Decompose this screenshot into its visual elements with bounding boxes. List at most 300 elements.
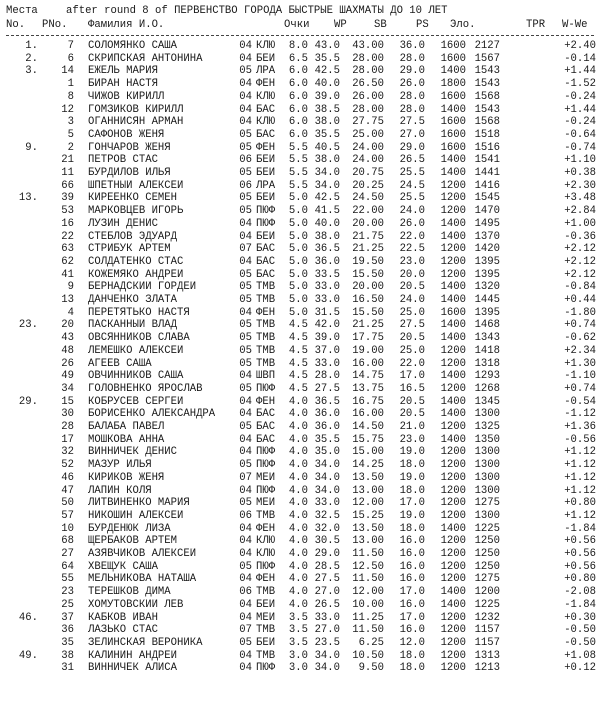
points-cell: 6.5 [288, 52, 308, 65]
w-we-cell: +0.80 [564, 497, 596, 510]
w-we-cell: -1.80 [564, 306, 596, 319]
wp-cell: 33.0 [314, 611, 340, 624]
table-row [0, 383, 600, 396]
ps-cell: 23.0 [399, 255, 425, 268]
ps-cell: 20.5 [399, 332, 425, 345]
club-cell: ПЮФ [256, 217, 276, 230]
sb-cell: 13.75 [352, 382, 384, 395]
player-number-cell: 7 [67, 40, 74, 52]
w-we-cell: +1.30 [564, 357, 596, 370]
birth-year-cell: 05 [239, 332, 252, 345]
club-cell: ПЮФ [256, 446, 276, 459]
points-cell: 4.0 [288, 548, 308, 560]
club-cell: КЛЮ [256, 116, 276, 129]
elo-cell: 1200 [440, 611, 466, 624]
points-cell: 4.0 [288, 509, 308, 522]
sb-cell: 24.00 [352, 141, 384, 154]
sb-cell: 16.00 [352, 408, 384, 421]
points-cell: 5.5 [288, 167, 308, 179]
tpr-cell: 1370 [474, 230, 500, 243]
player-number-cell: 6 [67, 52, 74, 65]
points-cell: 4.0 [288, 522, 308, 535]
wp-cell: 27.0 [314, 624, 340, 637]
tpr-cell: 1470 [474, 205, 500, 218]
w-we-cell: -0.84 [564, 281, 596, 294]
table-row [0, 192, 600, 205]
points-cell: 4.0 [288, 446, 308, 459]
points-cell: 6.0 [288, 90, 308, 103]
w-we-cell: -1.52 [564, 78, 596, 91]
table-row [0, 510, 600, 523]
place-cell: 2. [25, 52, 38, 65]
tpr-cell: 1320 [474, 281, 500, 294]
player-name-cell: ЛИТВИНЕНКО МАРИЯ [88, 497, 190, 510]
player-number-cell: 21 [61, 154, 74, 167]
player-number-cell: 13 [61, 294, 74, 306]
player-number-cell: 28 [61, 421, 74, 433]
birth-year-cell: 04 [239, 522, 252, 535]
sb-cell: 20.75 [352, 167, 384, 179]
w-we-cell: +1.12 [564, 509, 596, 522]
points-cell: 3.5 [288, 636, 308, 649]
ps-cell: 36.0 [399, 40, 425, 52]
w-we-cell: +0.30 [564, 611, 596, 624]
birth-year-cell: 07 [239, 624, 252, 637]
sb-cell: 20.00 [352, 217, 384, 230]
elo-cell: 1400 [440, 103, 466, 116]
wp-cell: 33.0 [314, 497, 340, 510]
player-name-cell: НИКОШИН АЛЕКСЕЙ [88, 509, 184, 522]
player-name-cell: ПАСКАННЫЙ ВЛАД [88, 319, 178, 332]
birth-year-cell: 05 [239, 382, 252, 395]
points-cell: 4.5 [288, 319, 308, 332]
tpr-cell: 1157 [474, 624, 500, 637]
elo-cell: 1600 [440, 116, 466, 129]
ps-cell: 16.5 [399, 382, 425, 395]
w-we-cell: -0.36 [564, 230, 596, 243]
wp-cell: 35.5 [314, 128, 340, 141]
table-row [0, 243, 600, 256]
table-row [0, 129, 600, 142]
w-we-cell: -0.64 [564, 128, 596, 141]
table-row [0, 256, 600, 269]
ps-cell: 12.0 [399, 636, 425, 649]
player-name-cell: МАРКОВЦЕВ ИГОРЬ [88, 205, 184, 218]
tpr-cell: 1275 [474, 573, 500, 586]
club-cell: МЕИ [256, 611, 276, 624]
w-we-cell: -2.08 [564, 586, 596, 599]
player-name-cell: КАБКОВ ИВАН [88, 611, 158, 624]
player-name-cell: ШПЕТНЫЙ АЛЕКСЕЙ [88, 179, 184, 192]
elo-cell: 1200 [440, 649, 466, 662]
w-we-cell: +2.84 [564, 205, 596, 218]
club-cell: БЕИ [256, 167, 276, 179]
sb-cell: 16.75 [352, 395, 384, 408]
ps-cell: 28.0 [399, 52, 425, 65]
club-cell: ФЕН [256, 141, 276, 154]
tpr-cell: 1518 [474, 128, 500, 141]
table-row [0, 535, 600, 548]
tpr-cell: 1268 [474, 382, 500, 395]
tpr-cell: 1418 [474, 344, 500, 357]
ps-cell: 21.0 [399, 421, 425, 433]
elo-cell: 1200 [440, 662, 466, 675]
player-name-cell: БУРДЕНЮК ЛИЗА [88, 522, 171, 535]
wp-cell: 34.0 [314, 471, 340, 484]
elo-cell: 1600 [440, 306, 466, 319]
table-row [0, 370, 600, 383]
table-row [0, 523, 600, 536]
club-cell: ШВП [256, 370, 276, 383]
place-cell: 46. [18, 611, 38, 624]
player-name-cell: БАЛАБА ПАВЕЛ [88, 421, 165, 433]
player-name-cell: МЕЛЬНИКОВА НАТАША [88, 573, 197, 586]
player-number-cell: 23 [61, 586, 74, 599]
player-name-cell: ДАНЧЕНКО ЗЛАТА [88, 294, 178, 306]
wp-cell: 29.0 [314, 548, 340, 560]
elo-cell: 1400 [440, 408, 466, 421]
player-name-cell: ЩЕРБАКОВ АРТЕМ [88, 535, 178, 548]
player-name-cell: ПЕРЕТЯТЬКО НАСТЯ [88, 306, 190, 319]
w-we-cell: +1.12 [564, 446, 596, 459]
ps-cell: 27.5 [399, 319, 425, 332]
player-number-cell: 2 [67, 141, 74, 154]
elo-cell: 1200 [440, 548, 466, 560]
ps-cell: 18.0 [399, 484, 425, 497]
club-cell: БАС [256, 103, 276, 116]
sb-cell: 6.25 [358, 636, 384, 649]
birth-year-cell: 05 [239, 65, 252, 78]
wp-cell: 34.0 [314, 484, 340, 497]
tpr-cell: 1541 [474, 154, 500, 167]
elo-cell: 1600 [440, 141, 466, 154]
player-number-cell: 32 [61, 446, 74, 459]
sb-cell: 14.50 [352, 421, 384, 433]
wp-cell: 32.5 [314, 509, 340, 522]
birth-year-cell: 05 [239, 560, 252, 573]
club-cell: ЛРА [256, 65, 276, 78]
col-pno: PNo. [42, 19, 68, 31]
table-row [0, 421, 600, 434]
club-cell: ПЮФ [256, 560, 276, 573]
table-row [0, 65, 600, 78]
birth-year-cell: 05 [239, 205, 252, 218]
w-we-cell: -0.24 [564, 90, 596, 103]
wp-cell: 34.0 [314, 167, 340, 179]
birth-year-cell: 04 [239, 649, 252, 662]
w-we-cell: -1.10 [564, 370, 596, 383]
sb-cell: 21.75 [352, 230, 384, 243]
ps-cell: 26.5 [399, 154, 425, 167]
birth-year-cell: 04 [239, 395, 252, 408]
w-we-cell: +1.36 [564, 421, 596, 433]
player-name-cell: АЗЯВЧИКОВ АЛЕКСЕЙ [88, 548, 197, 560]
player-number-cell: 27 [61, 548, 74, 560]
ps-cell: 29.0 [399, 65, 425, 78]
sb-cell: 11.50 [352, 573, 384, 586]
player-name-cell: БЕРНАДСКИЙ ГОРДЕЙ [88, 281, 197, 294]
player-number-cell: 20 [61, 319, 74, 332]
ps-cell: 16.0 [399, 573, 425, 586]
elo-cell: 1400 [440, 294, 466, 306]
player-number-cell: 41 [61, 268, 74, 281]
wp-cell: 38.5 [314, 103, 340, 116]
player-name-cell: ЗЕЛИНСКАЯ ВЕРОНИКА [88, 636, 203, 649]
club-cell: МЕИ [256, 471, 276, 484]
points-cell: 4.0 [288, 459, 308, 472]
tpr-cell: 1325 [474, 421, 500, 433]
birth-year-cell: 04 [239, 217, 252, 230]
birth-year-cell: 05 [239, 281, 252, 294]
player-number-cell: 48 [61, 344, 74, 357]
player-name-cell: КОБРУСЕВ СЕРГЕЙ [88, 395, 184, 408]
tpr-cell: 1300 [474, 446, 500, 459]
tpr-cell: 1568 [474, 90, 500, 103]
sb-cell: 28.00 [352, 65, 384, 78]
title-left-label: Места [6, 5, 38, 17]
club-cell: БАС [256, 421, 276, 433]
tpr-cell: 1545 [474, 192, 500, 205]
table-row [0, 319, 600, 332]
sb-cell: 24.00 [352, 154, 384, 167]
elo-cell: 1200 [440, 471, 466, 484]
column-header-row [0, 18, 600, 32]
birth-year-cell: 04 [239, 573, 252, 586]
w-we-cell: -0.14 [564, 52, 596, 65]
elo-cell: 1200 [440, 382, 466, 395]
table-row [0, 53, 600, 66]
birth-year-cell: 04 [239, 90, 252, 103]
birth-year-cell: 04 [239, 611, 252, 624]
player-number-cell: 12 [61, 103, 74, 116]
points-cell: 3.0 [288, 662, 308, 675]
sb-cell: 10.00 [352, 598, 384, 611]
player-name-cell: МАЗУР ИЛЬЯ [88, 459, 152, 472]
table-row [0, 180, 600, 193]
wp-cell: 32.0 [314, 522, 340, 535]
tpr-cell: 1157 [474, 636, 500, 649]
w-we-cell: -0.24 [564, 116, 596, 129]
sb-cell: 26.50 [352, 78, 384, 91]
player-name-cell: СТРИБУК АРТЕМ [88, 243, 171, 256]
points-cell: 4.0 [288, 598, 308, 611]
w-we-cell: +0.80 [564, 573, 596, 586]
table-row [0, 637, 600, 650]
elo-cell: 1200 [440, 535, 466, 548]
points-cell: 5.5 [288, 141, 308, 154]
tpr-cell: 1441 [474, 167, 500, 179]
sb-cell: 25.00 [352, 128, 384, 141]
col-points: Очки [284, 19, 310, 31]
w-we-cell: +2.12 [564, 268, 596, 281]
table-row [0, 561, 600, 574]
table-row [0, 294, 600, 307]
player-name-cell: ПЕТРОВ СТАС [88, 154, 158, 167]
player-name-cell: САФОНОВ ЖЕНЯ [88, 128, 165, 141]
sb-cell: 21.25 [352, 243, 384, 256]
ps-cell: 16.0 [399, 535, 425, 548]
birth-year-cell: 05 [239, 344, 252, 357]
w-we-cell: +2.12 [564, 255, 596, 268]
wp-cell: 36.0 [314, 408, 340, 421]
ps-cell: 27.5 [399, 116, 425, 129]
points-cell: 8.0 [288, 40, 308, 52]
player-name-cell: АГЕЕВ САША [88, 357, 152, 370]
club-cell: ТМВ [256, 624, 276, 637]
club-cell: ТМВ [256, 509, 276, 522]
player-name-cell: СТЕБЛОВ ЭДУАРД [88, 230, 178, 243]
player-number-cell: 30 [61, 408, 74, 421]
elo-cell: 1400 [440, 522, 466, 535]
elo-cell: 1400 [440, 586, 466, 599]
club-cell: ТМВ [256, 586, 276, 599]
table-row [0, 497, 600, 510]
ps-cell: 17.0 [399, 586, 425, 599]
table-row [0, 104, 600, 117]
sb-cell: 11.50 [352, 624, 384, 637]
w-we-cell: +0.74 [564, 319, 596, 332]
wp-cell: 41.5 [314, 205, 340, 218]
club-cell: КЛЮ [256, 90, 276, 103]
ps-cell: 29.0 [399, 141, 425, 154]
wp-cell: 34.0 [314, 649, 340, 662]
wp-cell: 33.0 [314, 294, 340, 306]
player-name-cell: БУРДИЛОВ ИЛЬЯ [88, 167, 171, 179]
player-number-cell: 31 [61, 662, 74, 675]
player-name-cell: ГОЛОВНЕНКО ЯРОСЛАВ [88, 382, 203, 395]
club-cell: БЕИ [256, 52, 276, 65]
sb-cell: 15.50 [352, 306, 384, 319]
player-number-cell: 63 [61, 243, 74, 256]
wp-cell: 35.5 [314, 52, 340, 65]
elo-cell: 1400 [440, 319, 466, 332]
player-name-cell: СОЛДАТЕНКО СТАС [88, 255, 184, 268]
club-cell: КЛЮ [256, 548, 276, 560]
points-cell: 5.5 [288, 154, 308, 167]
points-cell: 5.0 [288, 306, 308, 319]
club-cell: ФЕН [256, 573, 276, 586]
player-number-cell: 37 [61, 611, 74, 624]
elo-cell: 1200 [440, 179, 466, 192]
ps-cell: 17.0 [399, 370, 425, 383]
w-we-cell: +0.44 [564, 294, 596, 306]
place-cell: 49. [18, 649, 38, 662]
birth-year-cell: 05 [239, 141, 252, 154]
birth-year-cell: 06 [239, 179, 252, 192]
points-cell: 6.0 [288, 128, 308, 141]
player-number-cell: 4 [67, 306, 74, 319]
points-cell: 5.0 [288, 268, 308, 281]
player-name-cell: КИРИКОВ ЖЕНЯ [88, 471, 165, 484]
tpr-cell: 1213 [474, 662, 500, 675]
ps-cell: 22.0 [399, 230, 425, 243]
player-name-cell: ЛУЗИН ДЕНИС [88, 217, 158, 230]
sb-cell: 12.00 [352, 586, 384, 599]
elo-cell: 1200 [440, 344, 466, 357]
w-we-cell: +2.12 [564, 243, 596, 256]
wp-cell: 38.0 [314, 230, 340, 243]
wp-cell: 34.0 [314, 179, 340, 192]
club-cell: ТМВ [256, 357, 276, 370]
club-cell: БЕИ [256, 192, 276, 205]
w-we-cell: -0.62 [564, 332, 596, 345]
tpr-cell: 1200 [474, 586, 500, 599]
club-cell: ПЮФ [256, 205, 276, 218]
table-row [0, 599, 600, 612]
elo-cell: 1200 [440, 255, 466, 268]
points-cell: 6.0 [288, 65, 308, 78]
table-row [0, 167, 600, 180]
club-cell: БАС [256, 433, 276, 446]
ps-cell: 16.0 [399, 548, 425, 560]
club-cell: БАС [256, 408, 276, 421]
table-row [0, 662, 600, 675]
elo-cell: 1200 [440, 573, 466, 586]
player-number-cell: 25 [61, 598, 74, 611]
club-cell: ТМВ [256, 344, 276, 357]
points-cell: 5.0 [288, 281, 308, 294]
player-name-cell: ГОМЗИКОВ КИРИЛЛ [88, 103, 184, 116]
elo-cell: 1400 [440, 281, 466, 294]
player-number-cell: 39 [61, 192, 74, 205]
tpr-cell: 1468 [474, 319, 500, 332]
birth-year-cell: 04 [239, 103, 252, 116]
elo-cell: 1400 [440, 167, 466, 179]
w-we-cell: +1.44 [564, 103, 596, 116]
club-cell: ФЕН [256, 522, 276, 535]
ps-cell: 20.5 [399, 281, 425, 294]
wp-cell: 31.5 [314, 306, 340, 319]
place-cell: 29. [18, 395, 38, 408]
birth-year-cell: 06 [239, 154, 252, 167]
birth-year-cell: 07 [239, 471, 252, 484]
sb-cell: 28.00 [352, 103, 384, 116]
ps-cell: 22.0 [399, 357, 425, 370]
col-wwe: W-We [562, 19, 588, 31]
points-cell: 5.5 [288, 179, 308, 192]
player-name-cell: КОЖЕМЯКО АНДРЕЙ [88, 268, 184, 281]
wp-cell: 38.0 [314, 154, 340, 167]
birth-year-cell: 05 [239, 294, 252, 306]
tpr-cell: 1293 [474, 370, 500, 383]
points-cell: 4.0 [288, 471, 308, 484]
tpr-cell: 1516 [474, 141, 500, 154]
sb-cell: 13.50 [352, 522, 384, 535]
tpr-cell: 1225 [474, 522, 500, 535]
table-row [0, 624, 600, 637]
sb-cell: 20.00 [352, 281, 384, 294]
tpr-cell: 1275 [474, 497, 500, 510]
birth-year-cell: 04 [239, 52, 252, 65]
player-name-cell: ХВЕЩУК САША [88, 560, 158, 573]
table-row [0, 218, 600, 231]
ps-cell: 20.0 [399, 268, 425, 281]
player-number-cell: 53 [61, 205, 74, 218]
ps-cell: 25.0 [399, 344, 425, 357]
elo-cell: 1400 [440, 433, 466, 446]
player-number-cell: 68 [61, 535, 74, 548]
tpr-cell: 1395 [474, 306, 500, 319]
club-cell: ПЮФ [256, 662, 276, 675]
player-name-cell: ОГАННИСЯН АРМАН [88, 116, 184, 129]
elo-cell: 1200 [440, 509, 466, 522]
tpr-cell: 1420 [474, 243, 500, 256]
table-row [0, 612, 600, 625]
player-name-cell: ЕЖЕЛЬ МАРИЯ [88, 65, 158, 78]
tpr-cell: 1300 [474, 471, 500, 484]
player-number-cell: 8 [67, 90, 74, 103]
w-we-cell: +0.56 [564, 548, 596, 560]
